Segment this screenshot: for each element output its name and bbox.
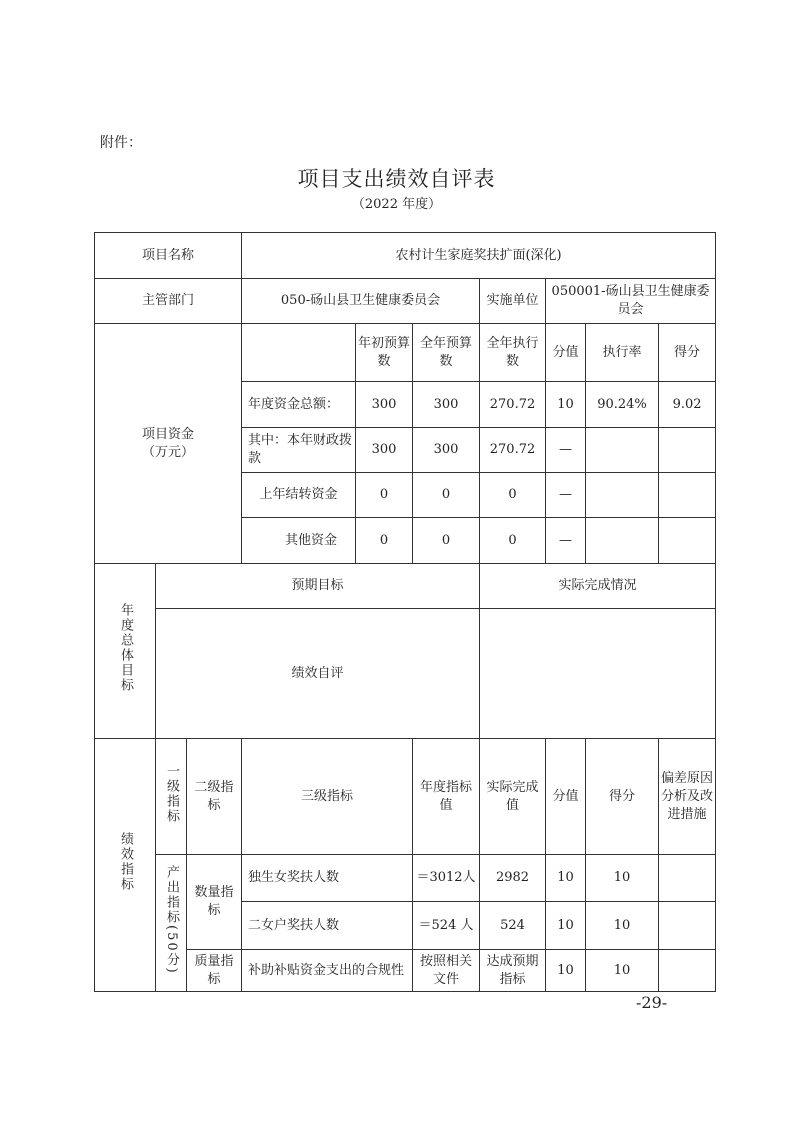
project-name-label: 项目名称 [95,233,242,279]
funds-header-blank [242,324,356,382]
funds-row-label: 年度资金总额： [242,382,356,428]
funds-row-exec: 270.72 [480,382,546,428]
year-subtitle: （2022 年度） [351,197,442,212]
attachment-label: 附件： [100,135,142,151]
unit-value: 050001-砀山县卫生健康委员会 [546,279,716,324]
goals-expected-header: 预期目标 [156,564,480,609]
funds-header-rate: 执行率 [586,324,659,382]
level2-quantity: 数量指标 [187,855,242,950]
unit-label: 实施单位 [480,279,546,324]
funds-row-score-value: — [546,518,586,564]
evaluation-table [94,232,716,992]
funds-row-exec: 270.72 [480,428,546,473]
funds-row-init: 300 [356,428,413,473]
goals-actual-value [480,609,716,739]
goals-actual-header: 实际完成情况 [480,564,716,609]
page-title: 项目支出绩效自评表 [297,167,496,191]
indicator-target: ＝3012人 [413,855,480,902]
indicator-deviation [659,855,716,902]
indicator-target: ＝524 人 [413,902,480,950]
funds-row-exec: 0 [480,518,546,564]
funds-row-full: 300 [413,382,480,428]
funds-row-full: 0 [413,518,480,564]
funds-row-score: 9.02 [659,382,716,428]
indicator-score: 10 [586,950,659,992]
funds-row-rate [586,473,659,518]
funds-row-init: 0 [356,518,413,564]
dept-value: 050-砀山县卫生健康委员会 [242,279,480,324]
indicator-score-value: 10 [546,950,586,992]
funds-header-init: 年初预算数 [356,324,413,382]
funds-row-exec: 0 [480,473,546,518]
goals-label-text: 年度总体目标 [118,603,133,693]
funds-row-score [659,428,716,473]
funds-row-label: 上年结转资金 [242,473,356,518]
header-level1 [156,739,187,855]
goals-label [95,564,156,739]
funds-row-rate [586,428,659,473]
project-name-value: 农村计生家庭奖扶扩面(深化) [242,233,716,279]
header-level3: 三级指标 [242,739,413,855]
indicator-score: 10 [586,902,659,950]
output-indicator-text: 产出指标(50分) [164,865,179,975]
header-level2: 二级指标 [187,739,242,855]
indicators-label [95,739,156,992]
indicator-level3: 独生女奖扶人数 [242,855,413,902]
indicator-score-value: 10 [546,902,586,950]
funds-row-score-value: 10 [546,382,586,428]
dept-label: 主管部门 [95,279,242,324]
funds-header-score-value: 分值 [546,324,586,382]
funds-row-label: 其中：本年财政拨款 [242,428,356,473]
funds-label [95,324,242,564]
indicators-label-text: 绩效指标 [118,832,133,892]
funds-row-score [659,473,716,518]
indicator-actual: 524 [480,902,546,950]
header-deviation: 偏差原因分析及改进措施 [659,739,716,855]
funds-row-init: 300 [356,382,413,428]
indicator-actual: 达成预期指标 [480,950,546,992]
funds-header-score: 得分 [659,324,716,382]
header-target: 年度指标值 [413,739,480,855]
funds-row-score [659,518,716,564]
indicator-deviation [659,902,716,950]
header-score-value: 分值 [546,739,586,855]
indicator-level3: 二女户奖扶人数 [242,902,413,950]
header-score: 得分 [586,739,659,855]
header-actual: 实际完成值 [480,739,546,855]
funds-header-full: 全年预算数 [413,324,480,382]
page-number: -29- [636,993,668,1012]
indicator-deviation [659,950,716,992]
funds-row-rate: 90.24% [586,382,659,428]
funds-row-full: 300 [413,428,480,473]
funds-header-exec: 全年执行数 [480,324,546,382]
indicator-score: 10 [586,855,659,902]
funds-row-full: 0 [413,473,480,518]
output-indicator-label [156,855,187,992]
indicator-score-value: 10 [546,855,586,902]
funds-row-label: 其他资金 [242,518,356,564]
indicator-actual: 2982 [480,855,546,902]
funds-row-score-value: — [546,428,586,473]
header-level1-text: 一级指标 [164,763,179,824]
goals-expected-value: 绩效自评 [156,609,480,739]
funds-label-text: 项目资金 （万元） [142,426,195,460]
indicator-target: 按照相关文件 [413,950,480,992]
funds-row-init: 0 [356,473,413,518]
funds-row-score-value: — [546,473,586,518]
indicator-level3: 补助补贴资金支出的合规性 [242,950,413,992]
funds-row-rate [586,518,659,564]
level2-quality: 质量指标 [187,950,242,992]
